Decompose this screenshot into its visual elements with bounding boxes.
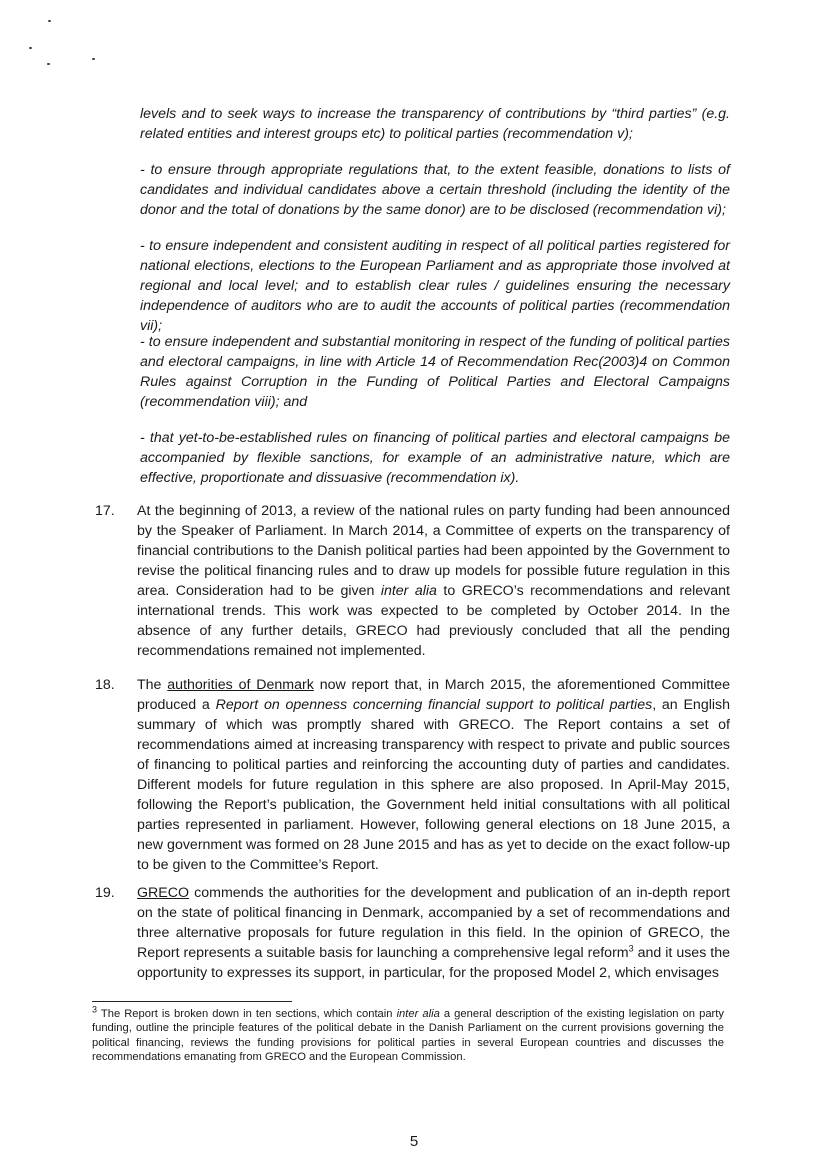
quote-text: - to ensure independent and consistent auditing in respect of all political parties registered for national elections, elections to the European Parliament and as appropriate those involved at regional and local level; and to establish clear rules / guidelines ensuring the necessary independence of auditors who are to audit the accounts of political parties (recommendation vii); [140, 238, 730, 334]
greco-heading: GRECO [137, 885, 190, 901]
quote-text: - to ensure independent and substantial monitoring in respect of the funding of political parties and electoral campaigns, in line with Article 14 of Recommendation Rec(2003)4 on Common Rules against Corruption in the Funding of Political Parties and Electoral Campaigns (recommendation viii); and [140, 334, 730, 410]
paragraph-text: GRECO commends the authorities for the development and publication of an in-depth report on the state of political financing in Denmark, accompanied by a set of recommendations and three alternative proposals for future regulation in this field. In the opinion of GRECO, the Report represents a suitable basis for launching a comprehensive legal reform$^3$ and it uses the opportunity to expresses its support, in particular, for the proposed Model 2, which envisages [137, 885, 730, 981]
quote-text: levels and to seek ways to increase the transparency of contributions by “third parties” (e.g. related entities and interest groups etc) to political parties (recommendation v); [140, 106, 730, 142]
paragraph-17 [95, 501, 730, 661]
paragraph-number: 18. [95, 677, 115, 693]
paragraph-text: At the beginning of 2013, a review of the national rules on party funding had been announced by the Speaker of Parliament. In March 2014, a Committee of experts on the transparency of financial contributions to the Danish political parties had been appointed by the Government to revise the political financing rules and to draw up models for possible future regulation in this area. Consideration had to be given inter alia to GRECO’s recommendations and relevant international trends. This work was expected to be completed by October 2014. In the absence of any further details, GRECO had previously concluded that all the pending recommendations remained not implemented. [137, 503, 730, 659]
footnote-separator [92, 1001, 292, 1002]
footnote-3: $^3$ The Report is broken down in ten sections, which contain inter alia a general description of the existing legislation on party funding, outline the principle features of the political debate in the Danish Parliament on the current provisions governing the political financing, reviews the funding provisions for political parties in several European countries and discusses the recommendations emanating from GRECO and the European Commission. [92, 1004, 724, 1064]
paragraph-19 [95, 883, 730, 983]
quote-text: - to ensure through appropriate regulations that, to the extent feasible, donations to lists of candidates and individual candidates above a certain threshold (including the identity of the donor and the total of donations by the same donor) are to be disclosed (recommendation vi); [140, 162, 730, 218]
paragraph-18 [95, 675, 730, 875]
quote-block-ix [140, 428, 730, 488]
quote-block-v [140, 104, 730, 144]
paragraph-text: The authorities of Denmark now report that, in March 2015, the aforementioned Committee produced a Report on openness concerning financial support to political parties, an English summary of which was promptly shared with GRECO. The Report contains a set of recommendations aimed at increasing transparency with respect to private and public sources of financing to political parties and reinforcing the accounting duty of parties and candidates. Different models for future regulation in this sphere are also proposed. In April-May 2015, following the Report’s publication, the Government held initial consultations with all political parties represented in parliament. However, following general elections on 18 June 2015, a new government was formed on 28 June 2015 and has as yet to decide on the exact follow-up to be given to the Committee’s Report. [137, 677, 731, 873]
quote-text: - that yet-to-be-established rules on financing of political parties and electoral campaigns be accompanied by flexible sanctions, for example of an administrative nature, which are effective, proportionate and dissuasive (recommendation ix). [140, 430, 730, 486]
paragraph-number: 19. [95, 885, 115, 901]
footnote-marker: 3 [92, 1004, 98, 1015]
page-number: 5 [409, 1133, 419, 1150]
quote-block-viii [140, 332, 730, 412]
quote-block-vii [140, 236, 730, 336]
paragraph-number: 17. [95, 503, 115, 519]
report-title: Report on openness concerning financial support to political parties [215, 697, 653, 713]
authorities-heading: authorities of Denmark [167, 677, 314, 693]
footnote-reference[interactable]: 3 [628, 943, 634, 954]
quote-block-vi [140, 160, 730, 220]
